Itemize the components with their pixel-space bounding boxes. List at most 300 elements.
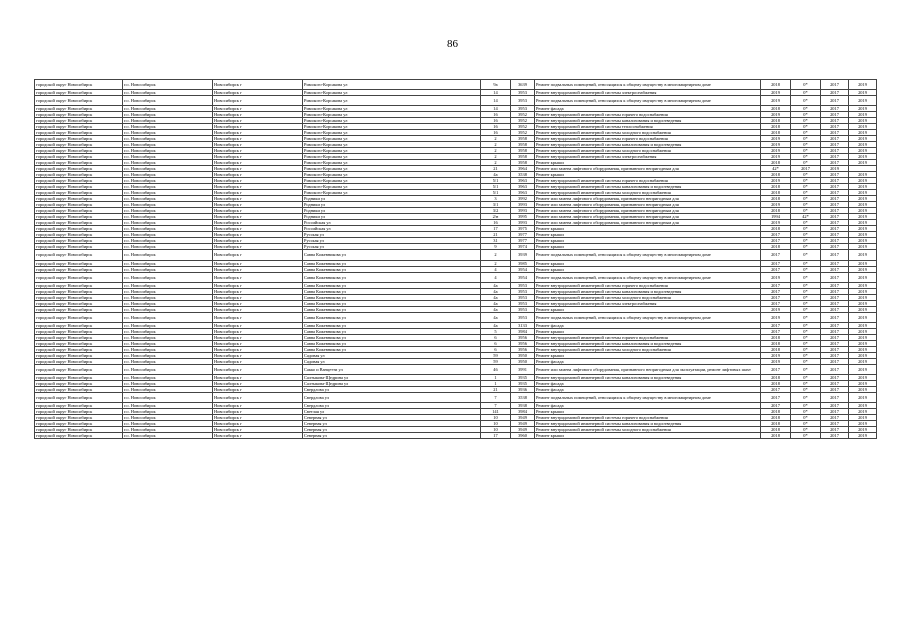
cell-work-type: Ремонт внутридомовой инженерной системы горячего водоснабжения: [535, 334, 761, 340]
cell-house-id: 3950: [511, 358, 535, 364]
cell-plan-start: 2017: [821, 136, 849, 142]
table-row: [35, 433, 877, 439]
cell-year: 42*: [761, 166, 791, 172]
cell-cost: 0*: [791, 328, 821, 334]
cell-house-id: 3964: [511, 166, 535, 172]
cell-district: г.о. Новосибирск: [123, 409, 213, 415]
cell-house-id: 3963: [511, 190, 535, 196]
cell-house: 16: [481, 220, 511, 226]
cell-district: г.о. Новосибирск: [123, 387, 213, 393]
cell-settlement: Новосибирск г: [213, 130, 303, 136]
cell-cost: 0*: [791, 220, 821, 226]
cell-house: 10: [481, 421, 511, 427]
cell-municipality: городской округ Новосибирск: [35, 130, 123, 136]
cell-plan-end: 2019: [849, 124, 877, 130]
cell-street: Римского-Корсакова ул: [303, 90, 481, 96]
cell-district: г.о. Новосибирск: [123, 124, 213, 130]
cell-house-id: 3950: [511, 352, 535, 358]
cell-work-type: Ремонт фасада: [535, 387, 761, 393]
cell-house-id: 3133: [511, 322, 535, 328]
cell-street: Савва Кожевникова ул: [303, 300, 481, 306]
cell-settlement: Новосибирск г: [213, 148, 303, 154]
cell-street: Родники ул: [303, 202, 481, 208]
cell-house: 2: [481, 142, 511, 148]
cell-cost: 0*: [791, 136, 821, 142]
cell-settlement: Новосибирск г: [213, 238, 303, 244]
cell-municipality: городской округ Новосибирск: [35, 346, 123, 352]
cell-municipality: городской округ Новосибирск: [35, 358, 123, 364]
cell-plan-end: 2019: [849, 328, 877, 334]
cell-house: 4а: [481, 322, 511, 328]
cell-house-id: 3953: [511, 306, 535, 312]
cell-settlement: Новосибирск г: [213, 364, 303, 374]
cell-cost: 0*: [791, 334, 821, 340]
cell-house: 59: [481, 352, 511, 358]
cell-district: г.о. Новосибирск: [123, 184, 213, 190]
cell-cost: 0*: [791, 118, 821, 124]
cell-house: 14: [481, 90, 511, 96]
cell-work-type: Ремонт внутридомовой инженерной системы канализования и водоотведения: [535, 340, 761, 346]
cell-street: Северная ул: [303, 433, 481, 439]
cell-settlement: Новосибирск г: [213, 334, 303, 340]
cell-district: г.о. Новосибирск: [123, 214, 213, 220]
cell-cost: 0*: [791, 244, 821, 250]
cell-work-type: Ремонт фасада: [535, 322, 761, 328]
cell-house: 10: [481, 415, 511, 421]
cell-district: г.о. Новосибирск: [123, 232, 213, 238]
cell-year: 2019: [761, 178, 791, 184]
table-row: [35, 272, 877, 282]
cell-municipality: городской округ Новосибирск: [35, 334, 123, 340]
cell-district: г.о. Новосибирск: [123, 294, 213, 300]
cell-settlement: Новосибирск г: [213, 190, 303, 196]
cell-street: Савва Кожевникова ул: [303, 294, 481, 300]
cell-settlement: Новосибирск г: [213, 232, 303, 238]
cell-plan-start: 2017: [821, 340, 849, 346]
cell-house: 14: [481, 96, 511, 106]
cell-work-type: Ремонт крыши: [535, 260, 761, 266]
cell-district: г.о. Новосибирск: [123, 208, 213, 214]
cell-year: 2018: [761, 409, 791, 415]
cell-settlement: Новосибирск г: [213, 288, 303, 294]
cell-year: 2017: [761, 294, 791, 300]
cell-district: г.о. Новосибирск: [123, 288, 213, 294]
cell-house: 5/1: [481, 184, 511, 190]
cell-district: г.о. Новосибирск: [123, 266, 213, 272]
cell-street: Савва Кожевникова ул: [303, 312, 481, 322]
cell-house-id: 3984: [511, 328, 535, 334]
cell-street: Садовая ул: [303, 352, 481, 358]
cell-year: 2017: [761, 322, 791, 328]
cell-house-id: 3956: [511, 346, 535, 352]
cell-house: 2: [481, 148, 511, 154]
cell-work-type: Ремонт крыши: [535, 266, 761, 272]
cell-plan-end: 2019: [849, 118, 877, 124]
cell-work-type: Ремонт внутридомовой инженерной системы холодного водоснабжения: [535, 427, 761, 433]
cell-cost: 0*: [791, 160, 821, 166]
cell-district: г.о. Новосибирск: [123, 250, 213, 260]
cell-plan-start: 2017: [821, 294, 849, 300]
cell-street: Салтыкова-Щедрина ул: [303, 381, 481, 387]
cell-house: 6: [481, 334, 511, 340]
repair-register-table: [34, 79, 877, 439]
cell-house-id: 3953: [511, 288, 535, 294]
cell-plan-start: 2017: [821, 334, 849, 340]
cell-year: 2018: [761, 106, 791, 112]
cell-house: 9: [481, 244, 511, 250]
cell-work-type: Ремонт внутридомовой инженерной системы канализования и водоотведения: [535, 421, 761, 427]
cell-street: Савва Кожевникова ул: [303, 272, 481, 282]
cell-cost: 0*: [791, 208, 821, 214]
cell-street: Садовая ул: [303, 358, 481, 364]
cell-house-id: 3985: [511, 260, 535, 266]
cell-plan-start: 2017: [821, 190, 849, 196]
cell-year: 2019: [761, 96, 791, 106]
cell-cost: 0*: [791, 272, 821, 282]
cell-street: Римского-Корсакова ул: [303, 172, 481, 178]
cell-work-type: Ремонт или замена лифтового оборудования, признанного непригодным для: [535, 196, 761, 202]
cell-district: г.о. Новосибирск: [123, 160, 213, 166]
cell-district: г.о. Новосибирск: [123, 358, 213, 364]
cell-cost: 0*: [791, 288, 821, 294]
cell-street: Римского-Корсакова ул: [303, 154, 481, 160]
cell-plan-start: 2017: [821, 387, 849, 393]
cell-house-id: 3963: [511, 184, 535, 190]
cell-municipality: городской округ Новосибирск: [35, 288, 123, 294]
cell-cost: 0*: [791, 106, 821, 112]
cell-work-type: Ремонт крыши: [535, 328, 761, 334]
cell-municipality: городской округ Новосибирск: [35, 364, 123, 374]
cell-settlement: Новосибирск г: [213, 136, 303, 142]
cell-municipality: городской округ Новосибирск: [35, 282, 123, 288]
page-number: 86: [447, 38, 458, 50]
cell-street: Римского-Корсакова ул: [303, 178, 481, 184]
cell-plan-end: 2019: [849, 226, 877, 232]
cell-plan-start: 2017: [821, 409, 849, 415]
cell-plan-start: 2017: [821, 202, 849, 208]
cell-plan-start: 2017: [821, 381, 849, 387]
cell-plan-end: 2019: [849, 184, 877, 190]
cell-district: г.о. Новосибирск: [123, 90, 213, 96]
cell-work-type: Ремонт внутридомовой инженерной системы канализования и водоотведения: [535, 288, 761, 294]
cell-plan-start: 2017: [821, 322, 849, 328]
cell-plan-end: 2019: [849, 312, 877, 322]
cell-municipality: городской округ Новосибирск: [35, 106, 123, 112]
cell-cost: 0*: [791, 172, 821, 178]
cell-house-id: 3935: [511, 381, 535, 387]
cell-year: 2018: [761, 160, 791, 166]
cell-work-type: Ремонт или замена лифтового оборудования, признанного непригодным для: [535, 166, 761, 172]
cell-settlement: Новосибирск г: [213, 154, 303, 160]
cell-house: 21: [481, 232, 511, 238]
cell-plan-end: 2019: [849, 142, 877, 148]
cell-plan-end: 2019: [849, 148, 877, 154]
cell-cost: 0*: [791, 282, 821, 288]
cell-settlement: Новосибирск г: [213, 266, 303, 272]
cell-house-id: 3992: [511, 196, 535, 202]
cell-cost: 0*: [791, 433, 821, 439]
cell-street: Савва Кожевникова ул: [303, 306, 481, 312]
cell-house: 5/1: [481, 178, 511, 184]
cell-municipality: городской округ Новосибирск: [35, 172, 123, 178]
cell-municipality: городской округ Новосибирск: [35, 214, 123, 220]
cell-district: г.о. Новосибирск: [123, 130, 213, 136]
cell-cost: 0*: [791, 415, 821, 421]
cell-settlement: Новосибирск г: [213, 322, 303, 328]
cell-district: г.о. Новосибирск: [123, 178, 213, 184]
cell-district: г.о. Новосибирск: [123, 260, 213, 266]
cell-cost: 0*: [791, 427, 821, 433]
cell-plan-end: 2019: [849, 80, 877, 90]
cell-house: 4а: [481, 282, 511, 288]
cell-work-type: Ремонт подвальных помещений, относящихся к общему имуществу в многоквартирном доме: [535, 393, 761, 403]
cell-plan-end: 2019: [849, 266, 877, 272]
cell-street: Римского-Корсакова ул: [303, 190, 481, 196]
cell-house-id: 3936: [511, 387, 535, 393]
cell-plan-start: 2017: [821, 352, 849, 358]
cell-house: 4а: [481, 306, 511, 312]
cell-house: 141: [481, 409, 511, 415]
cell-work-type: Ремонт внутридомовой инженерной системы холодного водоснабжения: [535, 190, 761, 196]
cell-district: г.о. Новосибирск: [123, 202, 213, 208]
cell-municipality: городской округ Новосибирск: [35, 352, 123, 358]
cell-district: г.о. Новосибирск: [123, 352, 213, 358]
cell-district: г.о. Новосибирск: [123, 220, 213, 226]
cell-municipality: городской округ Новосибирск: [35, 232, 123, 238]
cell-plan-start: 2017: [821, 96, 849, 106]
cell-house-id: 3974: [511, 244, 535, 250]
cell-house: 5/1: [481, 190, 511, 196]
cell-settlement: Новосибирск г: [213, 358, 303, 364]
cell-settlement: Новосибирск г: [213, 415, 303, 421]
cell-plan-end: 2019: [849, 272, 877, 282]
cell-street: Римского-Корсакова ул: [303, 142, 481, 148]
cell-settlement: Новосибирск г: [213, 375, 303, 381]
cell-plan-end: 2019: [849, 403, 877, 409]
cell-street: Римского-Корсакова ул: [303, 118, 481, 124]
cell-work-type: Ремонт внутридомовой инженерной системы холодного водоснабжения: [535, 130, 761, 136]
cell-plan-end: 2019: [849, 136, 877, 142]
cell-house: 4: [481, 266, 511, 272]
cell-plan-start: 2017: [821, 375, 849, 381]
cell-house-id: 3953: [511, 300, 535, 306]
cell-municipality: городской округ Новосибирск: [35, 190, 123, 196]
cell-cost: 0*: [791, 409, 821, 415]
cell-street: Римского-Корсакова ул: [303, 96, 481, 106]
cell-street: Сакко и Ванцетти ул: [303, 364, 481, 374]
cell-house: 2/н: [481, 214, 511, 220]
cell-plan-end: 2019: [849, 214, 877, 220]
cell-district: г.о. Новосибирск: [123, 80, 213, 90]
cell-year: 2017: [761, 364, 791, 374]
cell-house: 46: [481, 364, 511, 374]
cell-municipality: городской округ Новосибирск: [35, 112, 123, 118]
cell-work-type: Ремонт крыши: [535, 352, 761, 358]
cell-municipality: городской округ Новосибирск: [35, 433, 123, 439]
cell-district: г.о. Новосибирск: [123, 375, 213, 381]
cell-plan-start: 2017: [821, 266, 849, 272]
cell-plan-end: 2019: [849, 220, 877, 226]
cell-house: 10: [481, 427, 511, 433]
cell-street: Светлая ул: [303, 409, 481, 415]
cell-plan-start: 2017: [821, 112, 849, 118]
cell-municipality: городской округ Новосибирск: [35, 184, 123, 190]
cell-house-id: 3949: [511, 427, 535, 433]
cell-municipality: городской округ Новосибирск: [35, 266, 123, 272]
cell-street: Савва Кожевникова ул: [303, 322, 481, 328]
cell-district: г.о. Новосибирск: [123, 312, 213, 322]
cell-plan-end: 2019: [849, 364, 877, 374]
cell-work-type: Ремонт внутридомовой инженерной системы электроснабжения: [535, 300, 761, 306]
cell-plan-start: 2017: [821, 244, 849, 250]
cell-municipality: городской округ Новосибирск: [35, 403, 123, 409]
cell-work-type: Ремонт или замена лифтового оборудования, признанного непригодным для: [535, 220, 761, 226]
cell-street: Римского-Корсакова ул: [303, 148, 481, 154]
cell-work-type: Ремонт или замена лифтового оборудования, признанного непригодным для: [535, 202, 761, 208]
cell-plan-end: 2019: [849, 282, 877, 288]
cell-year: 2018: [761, 346, 791, 352]
cell-district: г.о. Новосибирск: [123, 306, 213, 312]
cell-plan-start: 2017: [821, 154, 849, 160]
cell-house: 14: [481, 106, 511, 112]
cell-work-type: Ремонт внутридомовой инженерной системы канализования и водоотведения: [535, 142, 761, 148]
cell-settlement: Новосибирск г: [213, 381, 303, 387]
cell-plan-start: 2017: [821, 196, 849, 202]
cell-district: г.о. Новосибирск: [123, 190, 213, 196]
cell-year: 2018: [761, 340, 791, 346]
cell-work-type: Ремонт подвальных помещений, относящихся к общему имуществу в многоквартирном доме: [535, 272, 761, 282]
cell-settlement: Новосибирск г: [213, 208, 303, 214]
cell-municipality: городской округ Новосибирск: [35, 96, 123, 106]
cell-settlement: Новосибирск г: [213, 106, 303, 112]
cell-municipality: городской округ Новосибирск: [35, 238, 123, 244]
cell-district: г.о. Новосибирск: [123, 238, 213, 244]
cell-year: 2019: [761, 220, 791, 226]
cell-cost: 0*: [791, 112, 821, 118]
cell-settlement: Новосибирск г: [213, 196, 303, 202]
cell-house-id: 3956: [511, 340, 535, 346]
cell-work-type: Ремонт внутридомовой инженерной системы холодного водоснабжения: [535, 346, 761, 352]
cell-district: г.о. Новосибирск: [123, 403, 213, 409]
cell-municipality: городской округ Новосибирск: [35, 90, 123, 96]
cell-street: Римского-Корсакова ул: [303, 130, 481, 136]
cell-cost: 0*: [791, 300, 821, 306]
cell-plan-start: 2017: [821, 306, 849, 312]
cell-house: 21: [481, 387, 511, 393]
cell-work-type: Ремонт внутридомовой инженерной системы канализования и водоотведения: [535, 375, 761, 381]
cell-district: г.о. Новосибирск: [123, 172, 213, 178]
cell-settlement: Новосибирск г: [213, 214, 303, 220]
cell-year: 2019: [761, 352, 791, 358]
cell-plan-start: 2017: [821, 346, 849, 352]
cell-plan-start: 2017: [821, 358, 849, 364]
cell-municipality: городской округ Новосибирск: [35, 160, 123, 166]
cell-year: 2018: [761, 415, 791, 421]
cell-street: Римского-Корсакова ул: [303, 160, 481, 166]
cell-plan-end: 2019: [849, 130, 877, 136]
table-body: [35, 80, 877, 439]
cell-municipality: городской округ Новосибирск: [35, 415, 123, 421]
cell-municipality: городской округ Новосибирск: [35, 202, 123, 208]
cell-settlement: Новосибирск г: [213, 112, 303, 118]
cell-municipality: городской округ Новосибирск: [35, 136, 123, 142]
cell-work-type: Ремонт внутридомовой инженерной системы теплоснабжения: [535, 124, 761, 130]
cell-house: 59: [481, 358, 511, 364]
cell-street: Русская ул: [303, 244, 481, 250]
cell-settlement: Новосибирск г: [213, 427, 303, 433]
cell-municipality: городской округ Новосибирск: [35, 300, 123, 306]
cell-settlement: Новосибирск г: [213, 312, 303, 322]
cell-municipality: городской округ Новосибирск: [35, 178, 123, 184]
cell-street: Родники ул: [303, 214, 481, 220]
cell-cost: 0*: [791, 96, 821, 106]
cell-work-type: Ремонт внутридомовой инженерной системы канализования и водоотведения: [535, 184, 761, 190]
cell-plan-end: 2019: [849, 288, 877, 294]
cell-plan-start: 2017: [821, 184, 849, 190]
cell-cost: 0*: [791, 130, 821, 136]
cell-cost: 0*: [791, 80, 821, 90]
cell-work-type: Ремонт фасада: [535, 358, 761, 364]
cell-municipality: городской округ Новосибирск: [35, 427, 123, 433]
cell-year: 2018: [761, 433, 791, 439]
cell-plan-start: 2017: [821, 250, 849, 260]
cell-work-type: Ремонт внутридомовой инженерной системы горячего водоснабжения: [535, 282, 761, 288]
cell-house-id: 3953: [511, 96, 535, 106]
cell-work-type: Ремонт подвальных помещений, относящихся к общему имуществу в многоквартирном доме: [535, 96, 761, 106]
cell-year: 2017: [761, 393, 791, 403]
cell-plan-start: 2017: [821, 226, 849, 232]
cell-house-id: 3991: [511, 364, 535, 374]
table-row: [35, 250, 877, 260]
cell-year: 2019: [761, 148, 791, 154]
cell-district: г.о. Новосибирск: [123, 244, 213, 250]
cell-year: 2018: [761, 172, 791, 178]
cell-plan-end: 2019: [849, 178, 877, 184]
cell-year: 2019: [761, 272, 791, 282]
cell-district: г.о. Новосибирск: [123, 226, 213, 232]
cell-municipality: городской округ Новосибирск: [35, 381, 123, 387]
cell-district: г.о. Новосибирск: [123, 282, 213, 288]
cell-municipality: городской округ Новосибирск: [35, 166, 123, 172]
cell-house-id: 3984: [511, 409, 535, 415]
cell-work-type: Ремонт внутридомовой инженерной системы холодного водоснабжения: [535, 294, 761, 300]
cell-house-id: 3958: [511, 136, 535, 142]
cell-house: 7: [481, 403, 511, 409]
cell-house: 21: [481, 166, 511, 172]
cell-municipality: городской округ Новосибирск: [35, 322, 123, 328]
cell-plan-end: 2019: [849, 250, 877, 260]
cell-year: 2018: [761, 208, 791, 214]
cell-work-type: Ремонт внутридомовой инженерной системы горячего водоснабжения: [535, 415, 761, 421]
cell-plan-end: 2019: [849, 346, 877, 352]
cell-plan-start: 2017: [821, 160, 849, 166]
cell-street: Савва Кожевникова ул: [303, 328, 481, 334]
cell-settlement: Новосибирск г: [213, 306, 303, 312]
cell-cost: 0*: [791, 202, 821, 208]
cell-street: Римского-Корсакова ул: [303, 80, 481, 90]
cell-cost: 0*: [791, 340, 821, 346]
cell-plan-start: 2017: [821, 415, 849, 421]
cell-house: 31: [481, 238, 511, 244]
cell-year: 2017: [761, 238, 791, 244]
cell-cost: 0*: [791, 190, 821, 196]
cell-plan-start: 2017: [821, 427, 849, 433]
cell-plan-end: 2019: [849, 172, 877, 178]
cell-house-id: 3963: [511, 178, 535, 184]
cell-municipality: городской округ Новосибирск: [35, 340, 123, 346]
cell-year: 2018: [761, 427, 791, 433]
cell-house-id: 3953: [511, 106, 535, 112]
